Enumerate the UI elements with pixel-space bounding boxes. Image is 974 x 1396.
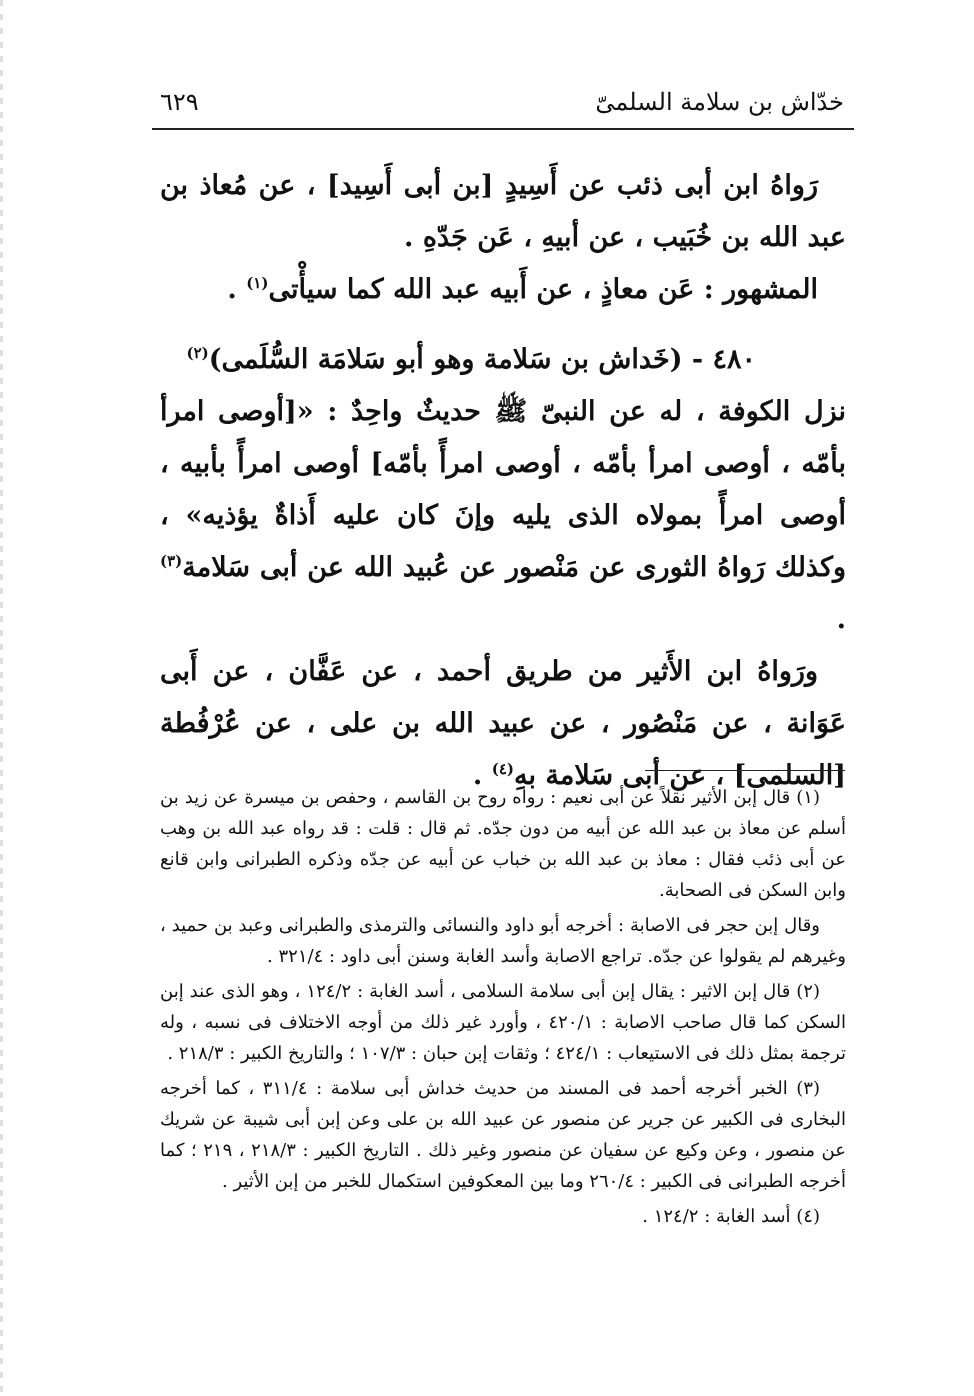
page-number: ٦٢٩ — [160, 88, 199, 116]
paragraph-3-end: . — [836, 604, 846, 635]
footnote-ref-1[interactable]: (١) — [246, 274, 269, 292]
footnote-1: (١) قال إبن الأثير نقلاً عن أبى نعيم : رواه روح بن القاسم ، وحفص بن ميسرة عن زيد بن أسلم عن معاذ بن عبد الله عن أبيه من دون جدّه. ثم قال : قلت : قد رواه عبد الله بن وهب عن أبى ذئب فقال : معاذ بن عبد الله بن خباب عن أبيه عن جدّه وذكره الطبرانى وابن قانع وابن السكن فى الصحابة. — [160, 787, 846, 901]
page-header — [160, 82, 844, 122]
paragraph-1: رَواهُ ابن أبى ذئب عن أَسِيدٍ [بن أبى أَسِيد] ، عن مُعاذ بن عبد الله بن خُبَيب ، عن أبيهِ ، عَن جَدّهِ . — [160, 170, 846, 253]
paragraph-2-end: . — [227, 274, 247, 305]
running-title: خدّاش بن سلامة السلمىّ — [595, 88, 844, 116]
scan-edge — [0, 0, 3, 1396]
footnote-2: (٢) قال إبن الاثير : يقال إبن أبى سلامة السلامى ، أسد الغابة : ١٢٤/٢ ، وهو الذى عند إبن السكن كما قال صاحب الاصابة : ٤٢٠/١ ، وأورد غير ذلك من أوجه الاختلاف فى نسبه ، وله ترجمة بمثل ذلك فى الاستيعاب : ٤٢٤/١ ؛ وثقات إبن حبان : ١٠٧/٣ ؛ والتاريخ الكبير : ٢١٨/٣ . — [160, 981, 846, 1064]
footnote-ref-3[interactable]: (٣) — [160, 552, 183, 570]
footnote-rule — [645, 770, 845, 771]
paragraph-4-end: . — [472, 760, 492, 791]
main-text — [160, 160, 846, 802]
footnote-1-continued: وقال إبن حجر فى الاصابة : أخرجه أبو داود والنسائى والترمذى والطبرانى وعبد بن حميد ، وغيرهم لم يقولوا عن جدّه. تراجع الاصابة وأسد الغابة وسنن أبى داود : ٣٢١/٤ . — [160, 915, 846, 967]
entry-heading — [160, 334, 846, 386]
footnote-ref-4[interactable]: (٤) — [491, 760, 515, 778]
paragraph-4-text: ورَواهُ ابن الأَثير من طريق أحمد ، عن عَفَّان ، عن أَبى عَوَانة ، عن مَنْصُور ، عن عبيد الله بن على ، عن عُرْفُطة [السلمى] ، عن أبى سَلامة بهِ — [160, 656, 846, 791]
footnote-4: (٤) أسد الغابة : ١٢٤/٢ . — [642, 1206, 820, 1227]
footnote-ref-2[interactable]: (٢) — [186, 344, 209, 362]
paragraph-4 — [160, 646, 846, 802]
paragraph-3 — [160, 386, 846, 646]
paragraph-3-text: نزل الكوفة ، له عن النبىّ ﷺ حديثٌ واحِدٌ : «[أوصى امرأ بأمّه ، أوصى امرأ بأمّه ، أوصى امرأً بأمّه] أوصى امرأً بأبيه ، أوصى امرأً بمولاه الذى يليه وإنَ كان عليه أَذاةٌ يؤذيه» ، وكذلك رَواهُ الثورى عن مَنْصور عن عُبيد الله عن أبى سَلامة — [160, 396, 846, 583]
footnotes — [160, 782, 846, 1236]
paragraph-2 — [160, 264, 846, 316]
footnote-3: (٣) الخبر أخرجه أحمد فى المسند من حديث خداش أبى سلامة : ٣١١/٤ ، كما أخرجه البخارى فى الكبير عن جرير عن منصور عن عبيد الله بن على وعن إبن أبى شيبة عن شريك عن منصور ، وعن وكيع عن سفيان عن منصور وغير ذلك . التاريخ الكبير : ٢١٨/٣ ، ٢١٩ ؛ كما أخرجه الطبرانى فى الكبير : ٢٦٠/٤ وما بين المعكوفين استكمال للخبر من إبن الأثير . — [160, 1078, 846, 1192]
paragraph-2-text: المشهور : عَن معاذٍ ، عن أَبيه عبد الله كما سيأْتى — [268, 274, 818, 305]
header-rule — [152, 128, 854, 130]
entry-heading-text: ٤٨٠ - (خَداش بن سَلامة وهو أبو سَلامَة السُّلَمى) — [208, 344, 756, 375]
